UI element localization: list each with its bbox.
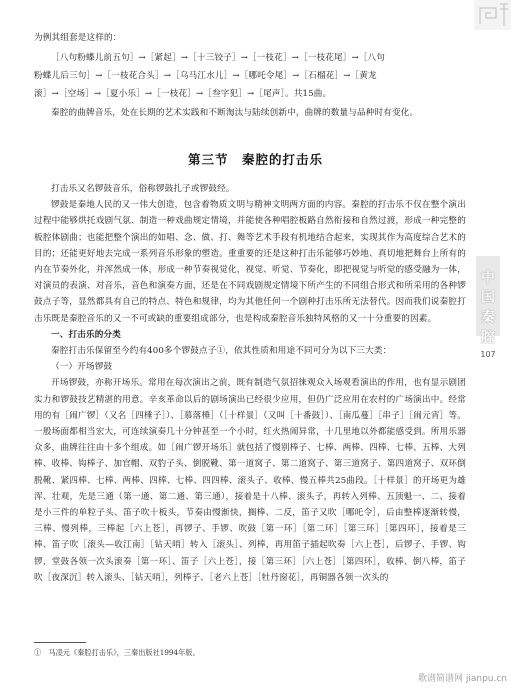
intro-line: 粉蝶儿后三句］→［一枝花合头］→［乌马江水儿］→［哪吒令尾］→［石榴花］→［黄龙 (34, 71, 377, 82)
subheading: 一、打击乐的分类 (51, 329, 121, 340)
intro-block (34, 30, 466, 121)
intro-line: ［八句粉蝶儿前五句］→［紧起］→［十三铰子］→［一枝花］→［一枝花尾］→［八句 (51, 53, 386, 64)
corner-ornament (474, 0, 511, 30)
paragraph: 锣鼓是秦地人民的又一伟大创造，包含着物质文明与精神文明两方面的内容。秦腔的打击乐不仅在整个演出过程中能够烘托戏剧气氛、制造一种戏曲规定情境，并能使各种唱腔板路自然衔接和自然过渡，形成一种完整的板腔体剧曲；也能把整个演出的如唱、念、做、打、舞等艺术手段有机地结合起来，实现其作为高度综合艺术的目的；还能更好地去完成一系列音乐形象的塑造。重重要的还是这种打击乐能够巧妙地、真切地把舞台上所有的内在节奏外化，并浑然成一体，形成一种节奏视觉化，视觉、听觉、节奏化，即把视觉与听觉的感受融为一体，对演员的表演、对音乐，音色和演奏方面，还是在不同戏剧规定情境下所产生的不同组合形式和所采用的各种锣鼓点子等，显然都具有自己的特点、特色和规律，均为其他任何一个剧种打击乐所无法替代。因而我们说秦腔打击乐既是秦腔音乐的又一不可或缺的重要组成部分，也是构成秦腔音乐独特风格的又一十分重要的因素。 (34, 200, 466, 324)
intro-line: 为例其组套是这样的： (34, 33, 122, 43)
tab-char: 秦 (481, 310, 495, 326)
section-title: 第三节 秦腔的打击乐 (187, 152, 323, 167)
paragraph: 秦腔打击乐保留至今约有400多个锣鼓点子①，依其性质和用途不同可分为以下三大类： (51, 346, 392, 357)
chapter-tab-label (476, 268, 500, 348)
subheading: （一）开场锣鼓 (51, 362, 113, 373)
tab-char: 国 (481, 290, 495, 306)
paragraph: 打击乐又名锣鼓音乐，俗称锣鼓扎子或锣鼓经。 (51, 184, 235, 194)
footnote: ① 马凌元《秦腔打击乐》，三秦出版社1994年版。 (34, 648, 200, 657)
intro-line: 秦腔的曲牌音乐，处在长期的艺术实践和不断淘汰与陆续创新中，曲牌的数量与品种时有变化。 (51, 108, 419, 119)
watermark: 歌谱简谱网 jianpu.cn (417, 674, 507, 684)
tab-char: 腔 (481, 330, 495, 346)
tab-char: 中 (481, 270, 495, 286)
paragraph: 开场锣鼓，亦称开场乐。常用在每次演出之前，既有制造气氛招徕观众入场观看演出的作用，也有显示剧团实力和锣鼓技艺精湛的用意。辛亥革命以后的剧场演出已经很少应用，但仍广泛应用在农村的广场演出中。经常用的有［闹广锣］（又名［四棰子］）、［慕落棰］（［十样景］（又叫［十番鼓］）、［南瓜蔓］［串子］［闹元宵］等。一般场面都相当宏大，可连续演奏几十分钟甚至一个小时，红火热闹异常，十几里地以外都能感受到。所用乐器众多，曲牌往往由十多个组成。如［闹广锣开场乐］就包括了慢别棒子、七棒、两棒、四棒、七棒、五棒、大列棒、收棒、钩棒子、加官帽、双豹子头、倒脱靴、第一道窝子、第二道窝子、第三道窝子、第四道窝子、双环倒脱靴、紧四棒、七棒、两棒、四棒、七棒、四四棒、滚头子、收棒、慢五棒共25曲段。［十样景］的开场更为雄浑、壮观，先是三通（第一通、第二通、第三通），接着是十八棒、滚头子，再转入列棒、五顶魁一、二、接着是小三件的单粒子头、笛子吹十板头，节奏由慢渐快，搁棒、二反，笛子又吹［哪吒令］，后由整棒逐渐转慢，三棒、慢列棒，三棒起［六上苍］，再锣子、手锣、吹鼓［第一环］［第二环］［第三环］［第四环］，接着是三棒、笛子吹［滚头—收江南］［钻天哨］转入［滚头］、列棒，再用笛子插起吹奏［六上苍］，后锣子、手锣、钩锣，堂鼓各领一次头滚奏［第一环］、笛子［六上苍］，接［第三环］［六上苍］［第四环］，收棒、倒八棒，笛子吹［夜深沉］转入滚头、［钻天哨］，列棒子、［老六上苍］［牡丹窗花］，再铜器各领一次头的 (34, 378, 466, 583)
intro-line: 滚］→［空场］→［夏小乐］→［一枝花］→［叁字犯］→［尾声］。共15曲。 (34, 89, 332, 100)
main-text (34, 181, 466, 586)
footnote-rule (34, 642, 86, 643)
page-number: 107 (480, 350, 496, 359)
